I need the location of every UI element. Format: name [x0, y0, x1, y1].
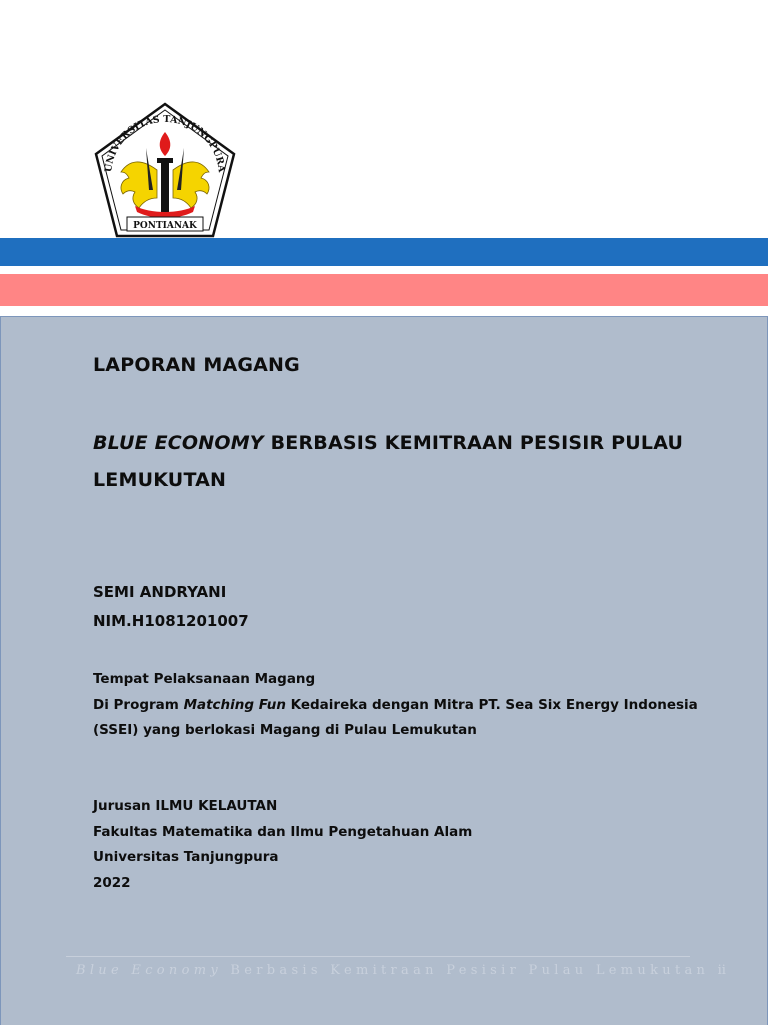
report-title-line1 — [93, 432, 683, 454]
department: Jurusan ILMU KELAUTAN — [93, 798, 278, 814]
report-type: LAPORAN MAGANG — [93, 354, 300, 376]
year: 2022 — [93, 875, 131, 891]
faculty: Fakultas Matematika dan Ilmu Pengetahuan Alam — [93, 824, 473, 840]
university-name: Universitas Tanjungpura — [93, 849, 279, 865]
student-name: SEMI ANDRYANI — [93, 583, 227, 601]
logo-arc-text: UNIVERSITAS TANJUNGPURA — [103, 113, 227, 173]
blue-band — [0, 238, 768, 266]
footer-divider — [66, 956, 690, 957]
location-line1: Di Program Matching Fun Kedaireka dengan Mitra PT. Sea Six Energy Indonesia — [93, 697, 698, 713]
report-title-line2: LEMUKUTAN — [93, 469, 227, 491]
page-footer: Blue Economy Berbasis Kemitraan Pesisir Pulau Lemukutan ii — [76, 963, 726, 978]
report-title-rest: BERBASIS KEMITRAAN PESISIR PULAU — [263, 432, 684, 454]
location-heading: Tempat Pelaksanaan Magang — [93, 671, 316, 687]
location-line2: (SSEI) yang berlokasi Magang di Pulau Lemukutan — [93, 722, 477, 738]
page-number: ii — [717, 963, 726, 978]
logo-banner-text: PONTIANAK — [133, 221, 197, 231]
university-logo — [91, 98, 239, 244]
red-band — [0, 274, 768, 306]
report-title-italic: BLUE ECONOMY — [93, 432, 264, 454]
student-nim: NIM.H1081201007 — [93, 612, 249, 630]
program-name: Matching Fun — [183, 697, 286, 713]
